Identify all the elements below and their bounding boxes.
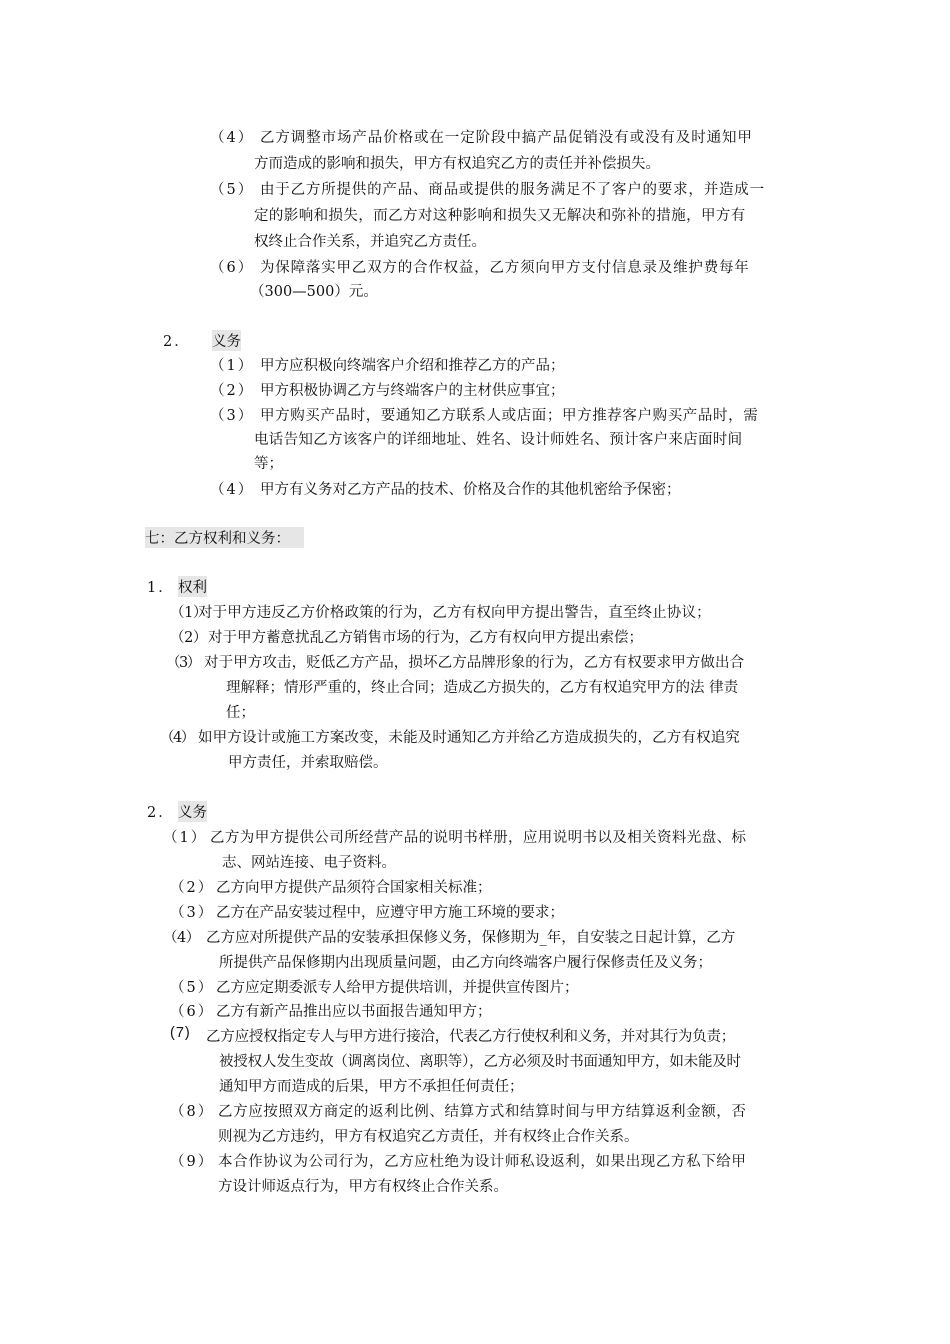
item-line: 乙方有新产品推出应以书面报告通知甲方；: [216, 1004, 492, 1020]
item-line: 乙方在产品安装过程中，应遵守甲方施工环境的要求；: [216, 905, 564, 921]
item-line: 本合作协议为公司行为，乙方应杜绝为设计师私设返利，如果出现乙方私下给甲: [218, 1154, 747, 1170]
item-number: （4）: [160, 730, 194, 746]
item-line: 甲方责任，并索取赔偿。: [228, 755, 388, 771]
section-number: 2．: [163, 334, 191, 350]
item-line: 对于甲方违反乙方价格政策的行为，乙方有权向甲方提出警告，直至终止协议；: [198, 605, 711, 621]
item-line: 理解释；情形严重的，终止合同；造成乙方损失的，乙方有权追究甲方的法 律责: [226, 680, 739, 696]
item-line: 乙方应授权指定专人与甲方进行接洽，代表乙方行使权利和义务，并对其行为负责；: [206, 1029, 736, 1045]
item-number: （2）: [170, 630, 208, 646]
item-line: 方而造成的影响和损失，甲方有权追究乙方的责任并补偿损失。: [254, 156, 660, 172]
section-heading: 义务: [178, 801, 207, 822]
item-line: 如甲方设计或施工方案改变，未能及时通知乙方并给乙方造成损失的，乙方有权追究: [198, 730, 741, 746]
item-line: 乙方向甲方提供产品须符合国家相关标准；: [216, 880, 492, 896]
item-line: 对于甲方蓄意扰乱乙方销售市场的行为，乙方有权向甲方提出索偿；: [208, 630, 643, 646]
item-number: （4）: [210, 130, 255, 146]
item-number: （1）: [210, 358, 255, 374]
item-line: 甲方有义务对乙方产品的技术、价格及合作的其他机密给予保密；: [260, 482, 681, 498]
item-line: 所提供产品保修期内出现质量问题，由乙方向终端客户履行保修责任及义务；: [219, 955, 712, 971]
item-line: 乙方调整市场产品价格或在一定阶段中搞产品促销没有或没有及时通知甲: [260, 130, 753, 146]
item-line: 乙方应对所提供产品的安装承担保修义务，保修期为_年，自安装之日起计算，乙方: [206, 930, 736, 946]
section-number: 2．: [147, 805, 175, 821]
item-number: （4）: [210, 482, 255, 498]
section-heading: 义务: [212, 330, 241, 351]
chapter-heading: 七：乙方权利和义务：: [145, 527, 304, 548]
item-line: 被授权人发生变故（调离岗位、离职等），乙方必须及时书面通知甲方，如未能及时: [219, 1054, 741, 1070]
item-line: 志、网站连接、电子资料。: [222, 855, 396, 871]
item-number: （6）: [210, 260, 255, 276]
item-number: （2）: [210, 383, 255, 399]
item-number: (7): [170, 1025, 191, 1041]
item-line: 为保障落实甲乙双方的合作权益，乙方须向甲方支付信息录及维护费每年: [260, 260, 750, 276]
item-line: 甲方购买产品时，要通知乙方联系人或店面；甲方推荐客户购买产品时，需: [260, 408, 759, 424]
item-line: 电话告知乙方该客户的详细地址、姓名、设计师姓名、预计客户来店面时间: [254, 432, 743, 448]
item-number: （5）: [170, 980, 215, 996]
item-number: （1）: [163, 830, 208, 846]
item-number: （3）: [210, 408, 255, 424]
item-line: 等；: [254, 456, 283, 472]
item-number: （2）: [170, 880, 215, 896]
item-number: （8）: [170, 1104, 215, 1120]
section-heading: 权利: [178, 576, 207, 597]
item-line: 甲方应积极向终端客户介绍和推荐乙方的产品；: [260, 358, 565, 374]
item-number: （1）: [170, 605, 208, 621]
item-number: （3）: [166, 655, 200, 671]
item-number: （5）: [210, 182, 255, 198]
item-number: （6）: [170, 1004, 215, 1020]
item-line: 方设计师返点行为，甲方有权终止合作关系。: [218, 1179, 508, 1195]
item-number: （4）: [163, 930, 200, 946]
item-line: 通知甲方而造成的后果，甲方不承担任何责任；: [219, 1079, 524, 1095]
item-line: 权终止合作关系，并追究乙方责任。: [254, 234, 486, 250]
item-line: 由于乙方所提供的产品、商品或提供的服务满足不了客户的要求，并造成一: [260, 182, 765, 198]
item-line: （300—500）元。: [250, 284, 378, 300]
item-line: 定的影响和损失，而乙方对这种影响和损失又无解决和弥补的措施，甲方有: [254, 208, 746, 224]
item-number: （9）: [170, 1154, 215, 1170]
item-line: 任；: [226, 705, 255, 721]
item-line: 乙方为甲方提供公司所经营产品的说明书样册，应用说明书以及相关资料光盘、标: [210, 830, 747, 846]
item-line: 乙方应定期委派专人给甲方提供培训，并提供宣传图片；: [216, 980, 579, 996]
item-line: 乙方应按照双方商定的返利比例、结算方式和结算时间与甲方结算返利金额，否: [218, 1104, 747, 1120]
item-line: 对于甲方攻击，贬低乙方产品，损坏乙方品牌形象的行为，乙方有权要求甲方做出合: [204, 655, 745, 671]
item-line: 甲方积极协调乙方与终端客户的主材供应事宜；: [260, 383, 565, 399]
item-number: （3）: [170, 905, 215, 921]
section-number: 1．: [147, 580, 175, 596]
item-line: 则视为乙方违约，甲方有权追究乙方责任，并有权终止合作关系。: [218, 1129, 639, 1145]
